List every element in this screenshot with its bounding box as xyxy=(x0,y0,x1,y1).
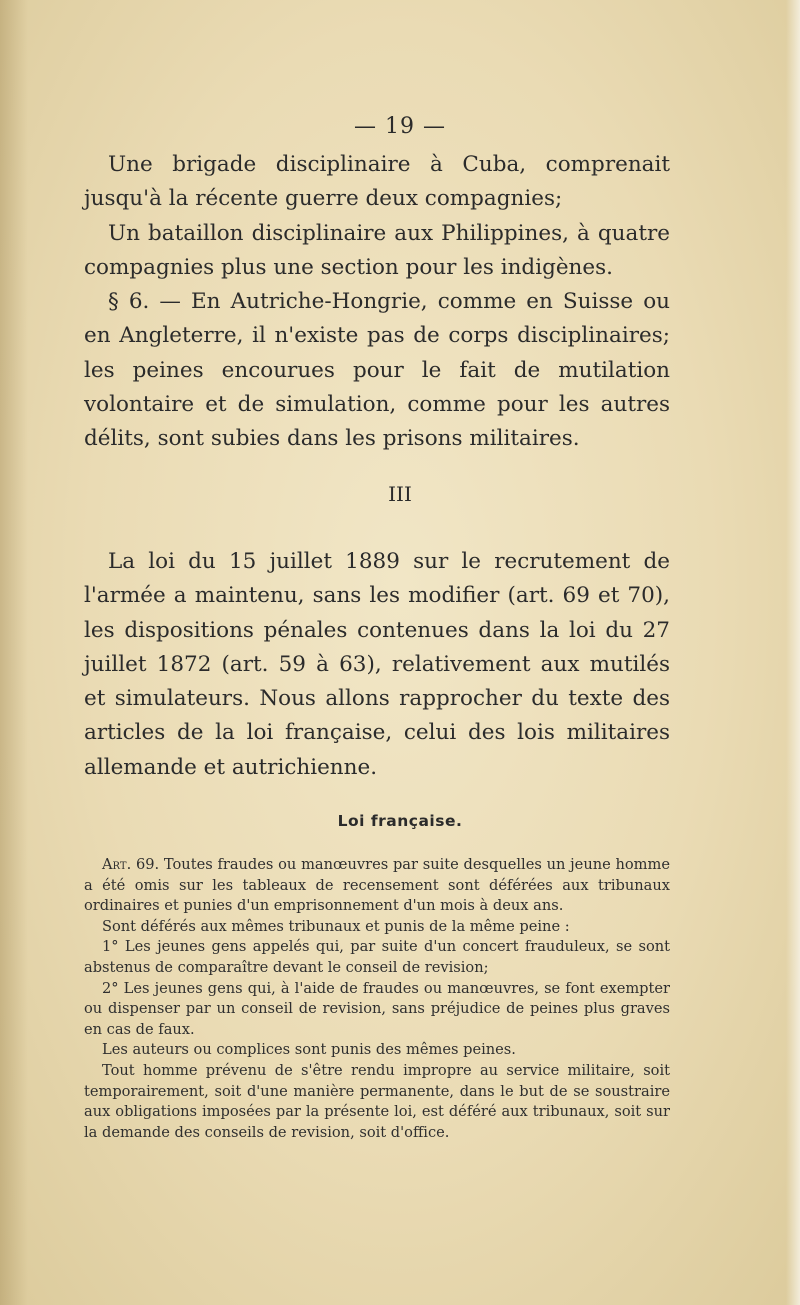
law-paragraph: Les auteurs ou complices sont punis des mêmes peines. xyxy=(102,1041,516,1059)
law-paragraph: Sont déférés aux mêmes tribunaux et punis de la même peine : xyxy=(102,917,570,935)
law-text-block xyxy=(84,855,670,1143)
law-article-paragraph xyxy=(84,855,670,917)
paragraph: § 6. — En Autriche-Hongrie, comme en Suisse ou en Angleterre, il n'existe pas de corps disciplinaires; les peines encourues pour le fait de mutilation volontaire et de simulation, comme pour les autres délits, sont subies dans les prisons militaires. xyxy=(84,289,670,452)
page-binding-shadow xyxy=(0,0,28,1305)
page-right-edge xyxy=(786,0,800,1305)
law-paragraph: 1° Les jeunes gens appelés qui, par suite d'un concert frauduleux, se sont abstenus de comparaître devant le conseil de revision; xyxy=(84,938,670,976)
law-paragraph: 2° Les jeunes gens qui, à l'aide de fraudes ou manœuvres, se font exempter ou dispenser par un conseil de revision, sans préjudice de peines plus graves en cas de faux. xyxy=(84,979,670,1038)
paragraph: La loi du 15 juillet 1889 sur le recrutement de l'armée a maintenu, sans les modifier (art. 69 et 70), les dispositions pénales contenues dans la loi du 27 juillet 1872 (art. 59 à 63), relativement aux mutilés et simulateurs. Nous allons rapprocher du texte des articles de la loi française, celui des lois militaires allemande et autrichienne. xyxy=(84,549,670,780)
law-paragraph: Tout homme prévenu de s'être rendu impropre au service militaire, soit temporairement, soit d'une manière permanente, dans le but de se soustraire aux obligations imposées par la présente loi, est déféré aux tribunaux, soit sur la demande des conseils de revision, soit d'office. xyxy=(84,1061,670,1141)
section-heading: III xyxy=(388,482,412,506)
main-text-block xyxy=(84,148,670,457)
article-label: Art. xyxy=(102,856,132,873)
article-intro: 69. Toutes fraudes ou manœuvres par suite desquelles un jeune homme a été omis sur les tableaux de recensement sont déférées aux tribunaux ordinaires et punies d'un emprisonnement d'un mois à deux ans. xyxy=(84,856,670,915)
section-text-block xyxy=(84,545,670,785)
page-number: — 19 — xyxy=(354,114,446,139)
law-subheading: Loi française. xyxy=(337,812,463,830)
paragraph: Une brigade disciplinaire à Cuba, comprenait jusqu'à la récente guerre deux compagnies; xyxy=(84,152,670,212)
paragraph: Un bataillon disciplinaire aux Philippines, à quatre compagnies plus une section pour les indigènes. xyxy=(84,220,670,280)
